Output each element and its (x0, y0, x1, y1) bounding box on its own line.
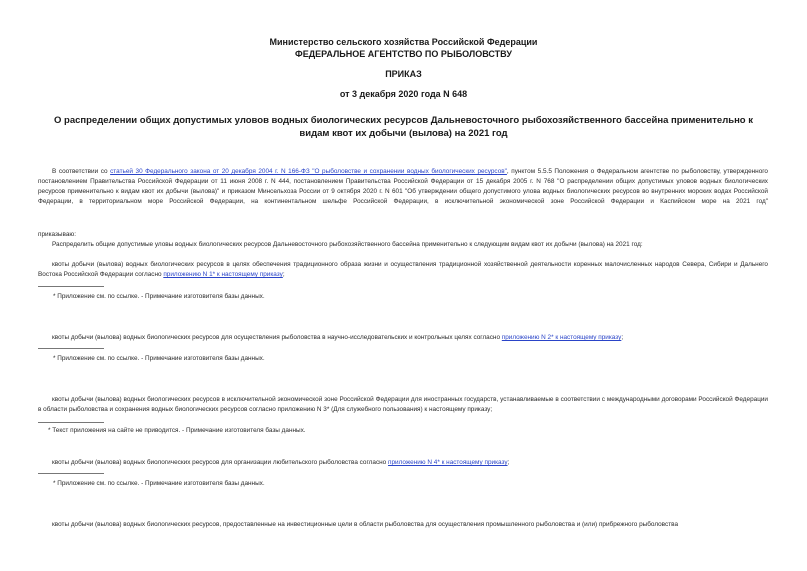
document-title: О распределении общих допустимых уловов водных биологических ресурсов Дальневосточного рыбохозяйственного бассейна применительно к видам квот их добычи (вылова) на 2021 год (53, 115, 754, 139)
quota-item-4-tail: ; (507, 459, 510, 466)
quota-item-2-tail: ; (621, 334, 624, 341)
footnote-divider (38, 473, 104, 474)
footnote-divider (38, 286, 104, 287)
footnote-divider (38, 422, 104, 423)
order-word: приказываю: (38, 231, 76, 238)
quota-item-4-text: квоты добычи (вылова) водных биологических ресурсов для организации любительского рыболовства согласно (52, 459, 389, 466)
quota-item-1 (38, 260, 768, 280)
footnote-2: * Приложение см. по ссылке. - Примечание изготовителя базы данных. (53, 355, 265, 362)
preamble-paragraph (38, 167, 768, 207)
appendix-1-link[interactable]: приложению N 1* к настоящему приказу (163, 271, 283, 278)
document-type: ПРИКАЗ (385, 69, 422, 79)
appendix-2-link[interactable]: приложению N 2* к настоящему приказу (501, 334, 622, 341)
footnote-divider (38, 348, 104, 349)
preamble-text-start: В соответствии со (52, 168, 111, 175)
quota-item-4 (38, 458, 768, 468)
footnote-1: * Приложение см. по ссылке. - Примечание изготовителя базы данных. (53, 293, 265, 300)
appendix-4-link[interactable]: приложению N 4* к настоящему приказу (388, 459, 508, 466)
footnote-3: * Текст приложения на сайте не приводится. - Примечание изготовителя базы данных. (48, 427, 306, 434)
quota-item-2-text: квоты добычи (вылова) водных биологических ресурсов для осуществления рыболовства в научно-исследовательских и контрольных целях согласно (52, 334, 502, 341)
distribute-paragraph: Распределить общие допустимые уловы водных биологических ресурсов Дальневосточного рыбохозяйственного бассейна применительно к следующим видам квот их добычи (вылова) на 2021 год: (52, 241, 643, 248)
quota-item-5: квоты добычи (вылова) водных биологических ресурсов, предоставленные на инвестиционные цели в области рыболовства для осуществления промышленного рыболовства и (или) прибрежного рыболовства (52, 521, 679, 528)
document-date-number: от 3 декабря 2020 года N 648 (339, 89, 468, 99)
quota-item-1-tail: ; (282, 271, 285, 278)
ministry-name: Министерство сельского хозяйства Российской Федерации (269, 37, 538, 47)
quota-item-1-text: квоты добычи (вылова) водных биологических ресурсов в целях обеспечения традиционного образа жизни и осуществления традиционной хозяйственной деятельности коренных малочисленных народов Севера, Сибири и Дальнего Востока Российской Федерации согласно (38, 261, 768, 278)
quota-item-3: квоты добычи (вылова) водных биологических ресурсов в исключительной экономической зоне Российской Федерации для иностранных государств, устанавливаемые в соответствии с международными договорами Российской Федерации в области рыболовства и сохранения водных биологических ресурсов согласно приложению N 3* (Для служебного пользования) к настоящему приказу; (38, 396, 768, 413)
quota-item-2 (38, 333, 768, 343)
preamble-text-rest: , пунктом 5.5.5 Положения о Федеральном агентстве по рыболовству, утвержденного постановлением Правительства Российской Федерации от 11 июня 2008 г. N 444, постановлением Правительства Российской Федерации от 15 декабря 2005 г. N 768 "О распределении общих допустимых уловов водных биологических ресурсов применительно к видам квот их добычи (вылова)" и приказом Минсельхоза России от 9 октября 2020 г. N 601 "Об утверждении общего допустимого улова водных биологических ресурсов во внутренних морских водах Российской Федерации, в территориальном море Российской Федерации, на континентальном шельфе Российской Федерации, в исключительной экономической зоне Российской Федерации и Каспийском море на 2021 год" (38, 168, 768, 205)
footnote-4: * Приложение см. по ссылке. - Примечание изготовителя базы данных. (53, 480, 265, 487)
agency-name: ФЕДЕРАЛЬНОЕ АГЕНТСТВО ПО РЫБОЛОВСТВУ (295, 49, 512, 59)
law-article-link[interactable]: статьей 30 Федерального закона от 20 декабря 2004 г. N 166-ФЗ "О рыболовстве и сохранении водных биологических ресурсов" (110, 168, 507, 175)
